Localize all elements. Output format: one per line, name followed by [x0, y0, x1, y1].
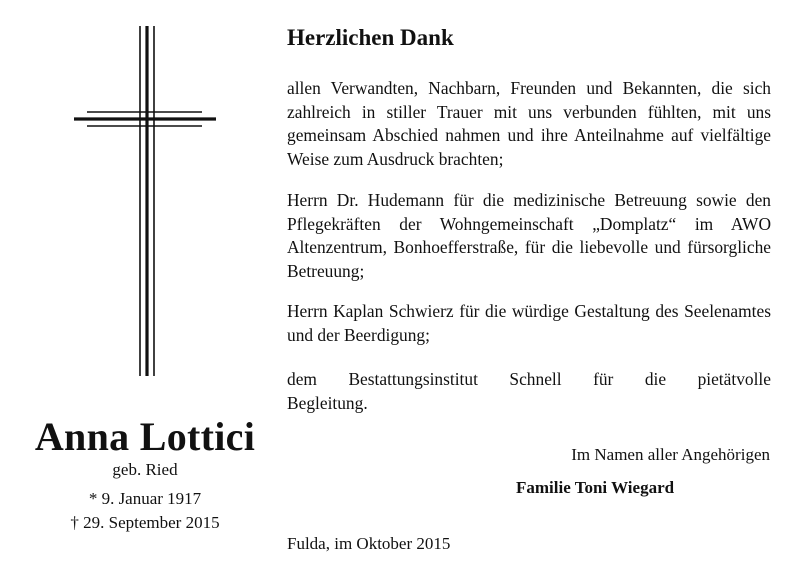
paragraph-line: Begleitung.	[287, 392, 368, 413]
cross-icon	[70, 26, 220, 376]
paragraph-line: dem Bestattungsinstitut Schnell für die pietätvolle	[287, 369, 771, 389]
family-signature: Familie Toni Wiegard	[516, 478, 675, 497]
thanks-paragraph-funeral-home	[287, 368, 771, 415]
signoff-text: Im Namen aller Angehörigen	[571, 445, 770, 464]
thanks-paragraph-chaplain: Herrn Kaplan Schwierz für die würdige Gestaltung des Seelenamtes und der Beerdigung;	[287, 301, 771, 345]
notice-heading: Herzlichen Dank	[287, 25, 454, 50]
deceased-name: Anna Lottici	[34, 414, 256, 459]
thanks-paragraph-relatives: allen Verwandten, Nachbarn, Freunden und Bekannten, die sich zahlreich in stiller Trauer mit uns verbunden fühlten, mit uns gemeinsam Abschied nahmen und ihre Anteilnahme auf vielfältige Weise zum Ausdruck brachten;	[287, 78, 771, 169]
thanks-paragraph-care: Herrn Dr. Hudemann für die medizinische Betreuung sowie den Pflegekräften der Wohngemeinschaft „Domplatz“ im AWO Altenzentrum, Bonhoefferstraße, für die liebevolle und fürsorgliche Betreuung;	[287, 190, 771, 281]
birth-date: * 9. Januar 1917	[88, 489, 202, 508]
place-date: Fulda, im Oktober 2015	[287, 534, 451, 553]
death-date: † 29. September 2015	[70, 513, 220, 532]
birth-name: geb. Ried	[112, 460, 178, 479]
